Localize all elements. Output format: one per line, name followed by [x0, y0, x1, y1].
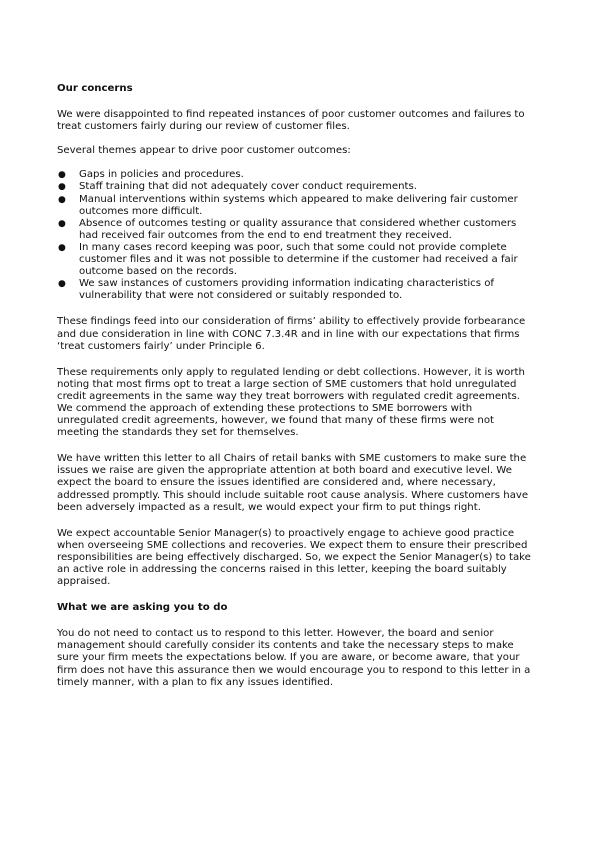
themes-bullet-list: [57, 169, 532, 302]
list-item: ● We saw instances of customers providing information indicating characteristics of vulnerability that were not considered or suitably responded to.: [58, 278, 494, 302]
bullet-icon: ●: [58, 279, 66, 290]
paragraph-senior-managers: We expect accountable Senior Manager(s) to proactively engage to achieve good practice when overseeing SME collections and recoveries. We expect them to ensure their prescribed responsibilities are being effectively discharged. So, we expect the Senior Manager(s) to take an active role in addressing the concerns raised in this letter, keeping the board suitably appraised.: [57, 527, 531, 588]
section-heading-our-concerns: Our concerns: [57, 83, 133, 94]
letter-page: [57, 83, 532, 689]
paragraph-written-letter: We have written this letter to all Chairs of retail banks with SME customers to make sure the issues we raise are given the appropriate attention at both board and executive level. We expect the board to ensure the issues identified are considered and, where necessary, addressed promptly. This should include suitable root cause analysis. Where customers have been adversely impacted as a result, we would expect your firm to put things right.: [57, 453, 529, 513]
list-item: ● Absence of outcomes testing or quality assurance that considered whether customers had received fair outcomes from the end to end treatment they received.: [58, 217, 517, 241]
list-item: ● In many cases record keeping was poor, such that some could not provide complete customer files and it was not possible to determine if the customer had received a fair outcome based on the records.: [58, 241, 518, 278]
list-item: ● Gaps in policies and procedures.: [58, 169, 244, 181]
paragraph-themes-intro: Several themes appear to drive poor customer outcomes:: [57, 145, 351, 157]
bullet-icon: ●: [58, 194, 66, 205]
list-item: ● Staff training that did not adequately cover conduct requirements.: [58, 181, 417, 193]
bullet-icon: ●: [58, 170, 66, 181]
bullet-icon: ●: [58, 218, 66, 229]
bullet-icon: ●: [58, 182, 66, 193]
paragraph-requirements: These requirements only apply to regulated lending or debt collections. However, it is worth noting that most firms opt to treat a large section of SME customers that hold unregulated credit agreements in the same way they treat borrowers with regulated credit agreements. We commend the approach of extending these protections to SME borrowers with unregulated credit agreements, however, we found that many of these firms were not meeting the standards they set for themselves.: [57, 366, 525, 439]
list-item: ● Manual interventions within systems which appeared to make delivering fair customer outcomes more difficult.: [58, 193, 518, 217]
paragraph-findings: These findings feed into our consideration of firms’ ability to effectively provide forbearance and due consideration in line with CONC 7.3.4R and in line with our expectations that firms ‘treat customers fairly’ under Principle 6.: [57, 316, 526, 352]
paragraph-disappointed: We were disappointed to find repeated instances of poor customer outcomes and failures to treat customers fairly during our review of customer files.: [57, 109, 525, 133]
bullet-icon: ●: [58, 242, 66, 253]
paragraph-no-need-to-contact: You do not need to contact us to respond to this letter. However, the board and senior management should carefully consider its contents and take the necessary steps to make sure your firm meets the expectations below. If you are aware, or become aware, that your firm does not have this assurance then we would encourage you to respond to this letter in a timely manner, with a plan to fix any issues identified.: [57, 628, 531, 688]
section-heading-what-we-ask: What we are asking you to do: [57, 602, 228, 614]
